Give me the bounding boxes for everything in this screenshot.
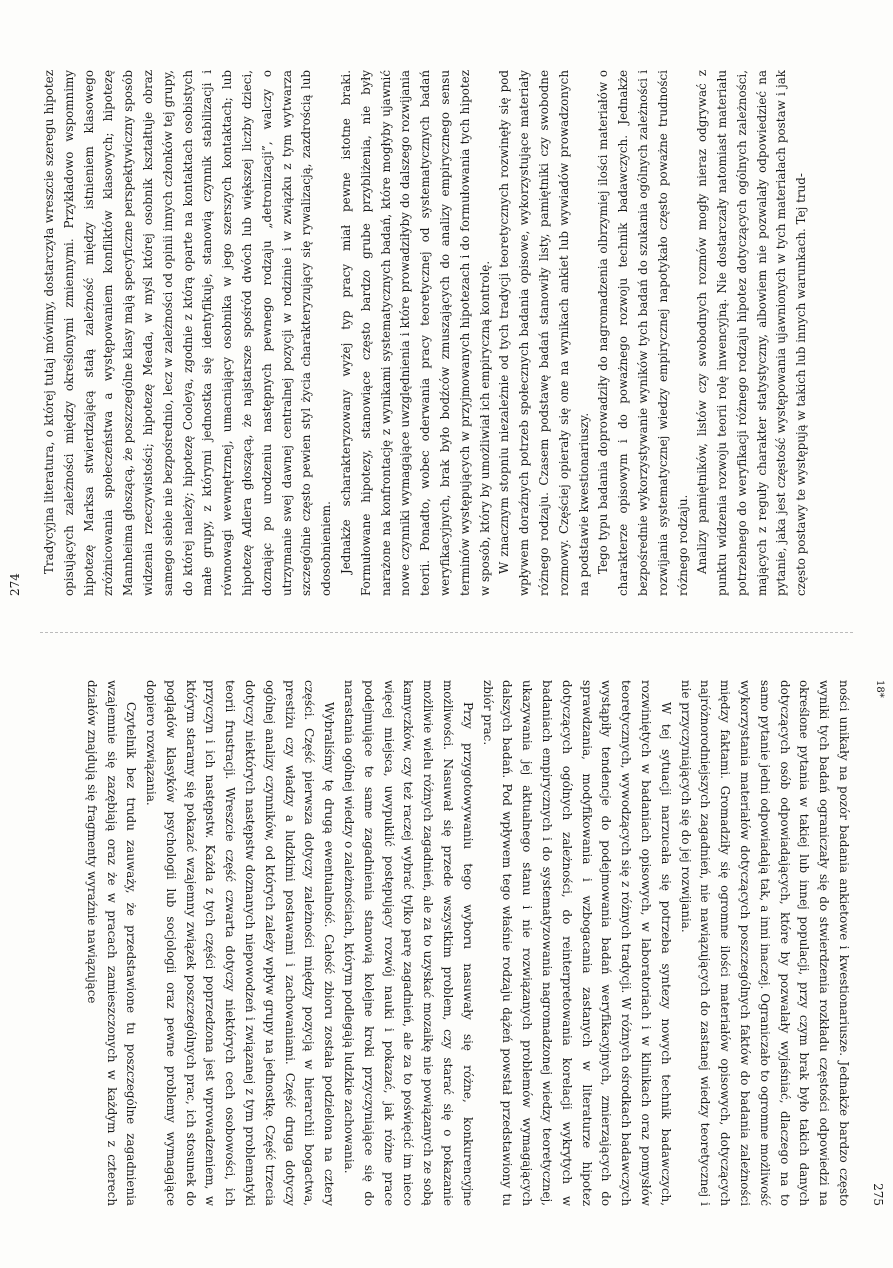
paragraph: W znacznym stopniu niezależnie od tych tradycji teoretycznych rozwinęły się pod wpływem doraźnych potrzeb społecznych badania opisowe, wykorzystujące materiały różnego rodzaju. Czasem podstawę badań stanowiły listy, pamiętniki czy swobodne rozmowy. Częściej opierały się one na wynikach ankiet lub wywiadów prowadzonych na podstawie kwestionariuszy. bbox=[497, 70, 591, 596]
page-number: 275 bbox=[871, 1183, 885, 1206]
paragraph: Czytelnik bez trudu zauważy, że przedstawione tu poszczególne zagadnienia wzajemnie się zazębiają oraz że w pracach zamieszczonych w każdym z czterech działów znajdują się fragmenty wyraźnie nawiązujące bbox=[84, 680, 139, 1206]
paragraph: Jednakże scharakteryzowany wyżej typ pracy miał pewne istotne braki. Formułowane hipotezy, stanowiące często bardzo grube przybliżenia, nie były narażone na konfrontację z wynikami systematycznych badań, które mogłyby ujawnić nowe czynniki wymagające uwzględnienia i które prowadziłyby do dalszego rozwijania teorii. Ponadto, wobec oderwania pracy teoretycznej od systematycznych badań weryfikacyjnych, brak było bodźców zmuszających do analizy empirycznego sensu terminów występujących w przyjmowanych hipotezach i do formułowania tych hipotez w sposób, który by umożliwiał ich empiryczną kontrolę. bbox=[338, 70, 492, 596]
signature-mark: 18* bbox=[874, 680, 885, 698]
page-274 bbox=[0, 8, 893, 628]
paragraph: Przy przygotowywaniu tego wyboru nasuwały się różne, konkurencyjne możliwości. Nasuwał się przede wszystkim problem, czy starać się o pokazanie możliwie wielu różnych zagadnień, ale za to uzyskać mozaikę nie powiązanych ze sobą kamyczków, czy też raczej wybrać tylko parę zagadnień, ale za to poświęcić im nieco więcej miejsca, uwypuklić postępujący rozwój nauki i pokazać, jak różne prace podejmujące te same zagadnienia stanowią kolejne kroki przyczyniające się do narastania ogólnej wiedzy o zależnościach, którym podlegają ludzkie zachowania. bbox=[342, 680, 475, 1206]
page-gutter bbox=[40, 632, 853, 633]
text-column bbox=[40, 70, 812, 596]
page-275-content bbox=[0, 648, 893, 1238]
paragraph: Tego typu badania doprowadziły do nagromadzenia olbrzymiej ilości materiałów o charakterze opisowym i do poważnego rozwoju technik badawczych. Jednakże bezpośrednie wykorzystywanie wyników tych badań do szukania ogólnych zależności i rozwijania systematycznej wiedzy empirycznej napotykało często poważne trudności różnego rodzaju. bbox=[596, 70, 690, 596]
paragraph: ności unikały na pozór badania ankietowe i kwestionariusze. Jednakże bardzo często wyniki tych badań ograniczały się do stwierdzenia rozkładu częstości odpowiedzi na określone pytania w takiej lub innej populacji, przy czym brak było takich danych dotyczących osób odpowiadających, które by pozwalały wyjaśniać, dlaczego na to samo pytanie jedni odpowiadają tak, a inni inaczej. Ograniczało to ogromne możliwość wykorzystania materiałów dotyczących poszczególnych faktów do badania zależności między faktami. Gromadziły się ogromne ilości materiałów opisowych, dotyczących najróżnorodniejszych zagadnień, nie nawiązujących do zastanej wiedzy teoretycznej i nie przyczyniających się do jej rozwijania. bbox=[678, 680, 851, 1206]
page-275 bbox=[0, 648, 893, 1268]
paragraph: Tradycyjna literatura, o której tutaj mówimy, dostarczyła wreszcie szeregu hipotez opisujących zależności między określonymi zmiennymi. Przykładowo wspomnimy hipotezę Marksa stwierdzającą stałą zależność między istnieniem klasowego zróżnicowania społeczeństwa a występowaniem konfliktów klasowych; hipotezę Mannheima głoszącą, że poszczególne klasy mają specyficzne perspektywiczny sposób widzenia rzeczywistości; hipotezę Meada, w myśl której osobnik kształtuje obraz samego siebie nie bezpośrednio, lecz w zależności od opinii innych członków tej grupy, do której należy; hipotezę Cooleya, zgodnie z którą oparte na kontaktach osobistych małe grupy, z którymi jednostka się identyfikuje, stanowią czynnik stabilizacji i równowagi wewnętrznej, umacniający osobnika w jego szerszych kontaktach; lub hipotezę Adlera głoszącą, że najstarsze spośród dwóch lub większej liczby dzieci, doznając po urodzeniu następnych pewnego rodzaju „detronizacji”, walczy o utrzymanie swej dawnej centralnej pozycji w rodzinie i w związku z tym wytwarza szczególnie często pewien styl życia charakteryzujący się rywalizacją, zazdrością lub odosobnieniem. bbox=[42, 70, 334, 596]
paragraph: Wybraliśmy tę drugą ewentualność. Całość zbioru została podzielona na cztery części. Część pierwsza dotyczy zależności między pozycją w hierarchii bogactwa, prestiżu czy władzy a ludzkimi postawami i zachowaniami. Część druga dotyczy ogólnej analizy czynników, od których zależy wpływ grupy na jednostkę. Część trzecia dotyczy niektórych następstw doznanych niepowodzeń i związanej z tym problematyki teorii frustracji. Wreszcie część czwarta dotyczy niektórych cech osobowości, ich przyczyn i ich następstw. Każda z tych części poprzedzona jest wprowadzeniem, w którym staramy się pokazać wzajemny związek poszczególnych prac, ich stosunek do poglądów klasyków psychologii lub socjologii oraz pewne problemy wymagające dopiero rozwiązania. bbox=[144, 680, 337, 1206]
paragraph: W tej sytuacji narzucała się potrzeba syntezy nowych technik badawczych, rozwiniętych w badaniach opisowych, w laboratoriach i w klinikach oraz pomysłów teoretycznych, wywodzących się z różnych tradycji. W różnych ośrodkach badawczych wystąpiły tendencje do podejmowania badań weryfikacyjnych, zmierzających do sprawdzania, modyfikowania i wzbogacania zastanych w literaturze hipotez dotyczących ogólnych zależności, do reinterpretowania korelacji wykrytych w badaniach empirycznych i do systematyzowania nagromadzonej wiedzy teoretycznej, ukazywania jej aktualnego stanu i nie rozwiązanych problemów wymagających dalszych badań. Pod wpływem tego właśnie rodzaju dążeń powstał przedstawiony tu zbiór prac. bbox=[480, 680, 673, 1206]
paragraph: Analizy pamiętników, listów czy swobodnych rozmów mogły nieraz odgrywać z punktu widzenia rozwoju teorii rolę inwencyjną. Nie dostarczały natomiast materiału potrzebnego do weryfikacji różnego rodzaju hipotez dotyczących ogólnych zależności, mających z reguły charakter statystyczny, albowiem nie pozwalały odpowiedzieć na pytanie, jaka jest częstość występowania ujawnionych w tych materiałach postaw i jak często postawy te występują w takich lub innych warunkach. Tej trud- bbox=[695, 70, 809, 596]
text-column bbox=[81, 680, 853, 1206]
page-274-content bbox=[0, 38, 893, 628]
page-number: 274 bbox=[8, 573, 22, 596]
